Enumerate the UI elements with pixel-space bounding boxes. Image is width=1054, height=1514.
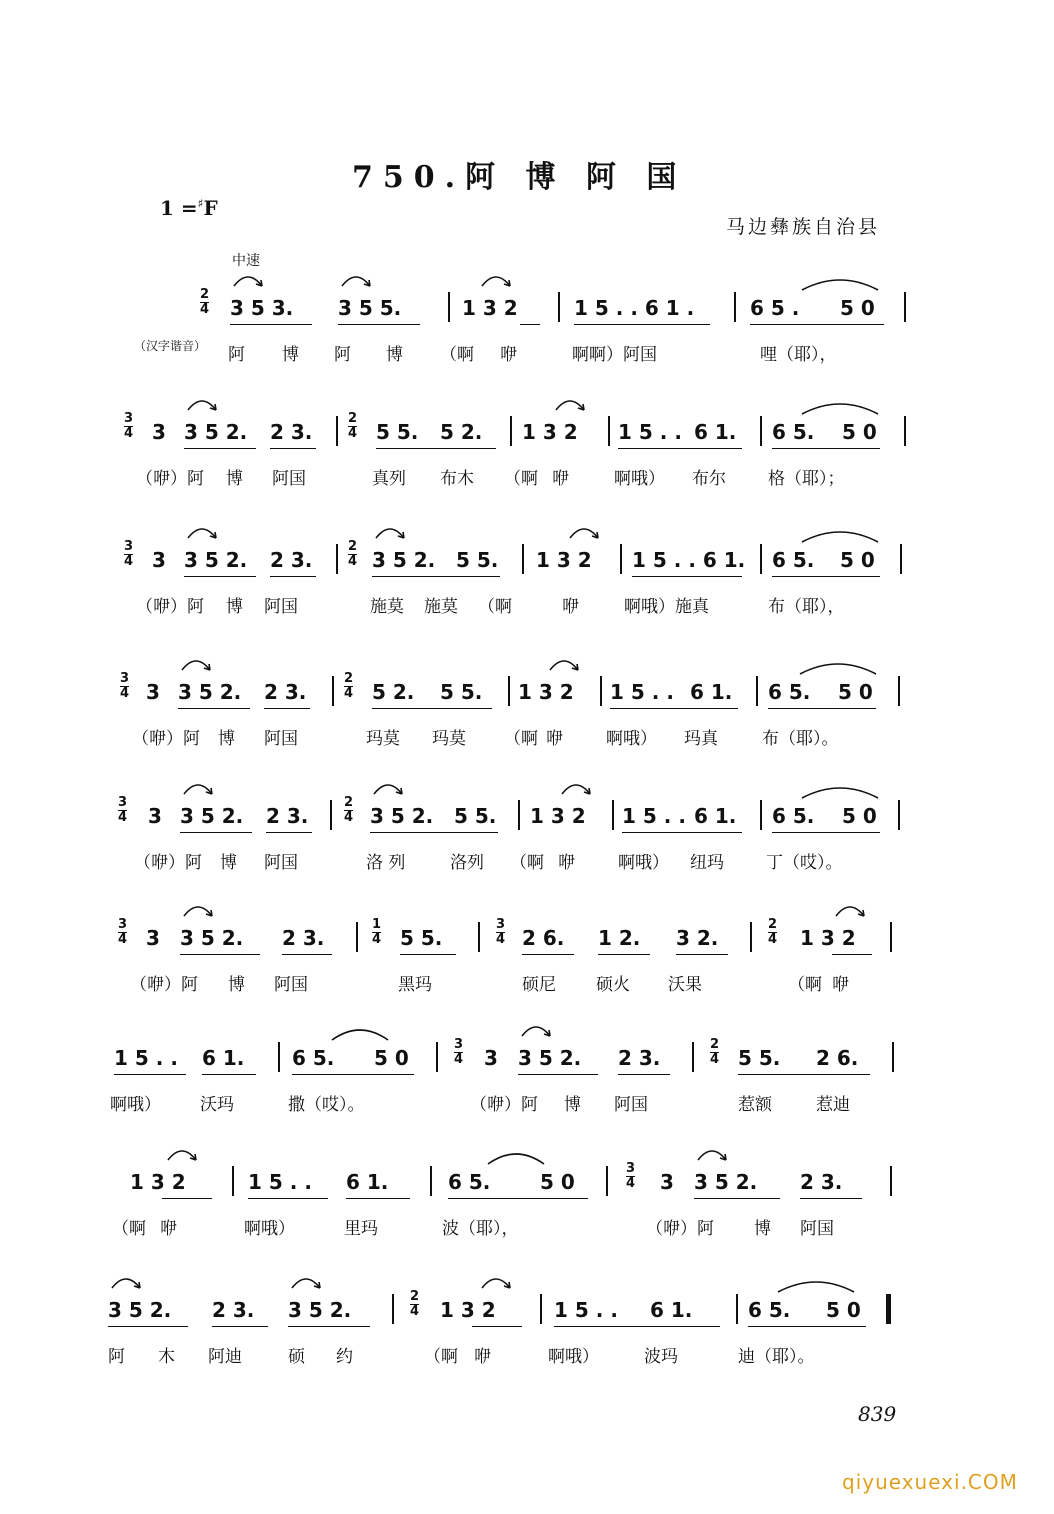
lyric: （咿）阿 xyxy=(136,597,204,617)
note-group: 5 5. xyxy=(376,420,419,444)
barline xyxy=(898,676,900,706)
lyric: 啊哦）施真 xyxy=(624,597,709,617)
song-title: 750.阿 博 阿 国 xyxy=(352,160,687,195)
barline xyxy=(540,1294,542,1324)
staff-line-1 xyxy=(0,287,1054,396)
note-group: 1 5 . . xyxy=(114,1046,178,1070)
note-group: 5 5. xyxy=(400,926,443,950)
barline xyxy=(760,416,762,446)
barline xyxy=(734,292,736,322)
slur-mark xyxy=(166,1144,200,1164)
note-group: 3 5 2. xyxy=(372,548,436,572)
note-group: 1 5 . . xyxy=(610,680,674,704)
note-group: 5 2. xyxy=(440,420,483,444)
lyric: （啊 xyxy=(510,853,544,873)
page-number: 839 xyxy=(858,1402,897,1426)
note-group: 1 3 2 xyxy=(530,804,586,828)
lyric: （啊 xyxy=(112,1219,146,1239)
barline xyxy=(692,1042,694,1072)
note-group: 1 5 . . xyxy=(622,804,686,828)
lyric: 沃玛 xyxy=(200,1095,234,1115)
note-group: 2 3. xyxy=(270,420,313,444)
note-group: 5 5. xyxy=(440,680,483,704)
note-group: 3 5 2. xyxy=(518,1046,582,1070)
note-group: 1 5 . . xyxy=(554,1298,618,1322)
watermark-logo: qiyuexuexi.COM xyxy=(842,1470,1018,1494)
note-group: 6 1. xyxy=(690,680,733,704)
lyric: 硕尼 xyxy=(522,975,556,995)
slur-mark xyxy=(340,270,374,290)
tempo-marking: 中速 xyxy=(232,253,260,269)
tie-mark xyxy=(800,782,880,800)
lyric: （啊 xyxy=(504,469,538,489)
lyric: 真列 xyxy=(372,469,406,489)
lyric: 博 xyxy=(564,1095,581,1115)
lyric: 阿国 xyxy=(274,975,308,995)
note-group: 3 5 2. xyxy=(370,804,434,828)
staff-line-2 xyxy=(0,411,1054,520)
lyric: 玛莫 xyxy=(366,729,400,749)
barline xyxy=(890,922,892,952)
slur-mark xyxy=(568,522,602,542)
barline xyxy=(760,544,762,574)
lyric: （啊 xyxy=(424,1347,458,1367)
time-signature: 3 4 xyxy=(124,539,134,569)
tie-mark xyxy=(776,1276,856,1294)
note-group: 5 0 xyxy=(374,1046,409,1070)
lyric: 阿 xyxy=(334,345,351,365)
staff-line-3 xyxy=(0,539,1054,648)
note-group: 3 5 2. xyxy=(694,1170,758,1194)
lyric: 博 xyxy=(386,345,403,365)
note-group: 3 xyxy=(484,1046,498,1070)
lyric: 阿国 xyxy=(272,469,306,489)
lyric: 咿 xyxy=(552,469,569,489)
note-group: 6 5. xyxy=(748,1298,791,1322)
note-group: 6 1. xyxy=(346,1170,389,1194)
lyric: 施莫 xyxy=(424,597,458,617)
time-signature: 2 4 xyxy=(344,671,354,701)
key-prefix: 1 = xyxy=(160,196,198,220)
barline xyxy=(904,292,906,322)
time-signature: 2 4 xyxy=(410,1289,420,1319)
slur-mark xyxy=(560,778,594,798)
barline xyxy=(518,800,520,830)
lyric: 咿 xyxy=(562,597,579,617)
lyric: 里玛 xyxy=(344,1219,378,1239)
note-group: 2 3. xyxy=(270,548,313,572)
note-group: 6 5. xyxy=(772,548,815,572)
lyric: 硕 xyxy=(288,1347,305,1367)
lyric: 咿 xyxy=(500,345,517,365)
note-group: 6 5 . xyxy=(750,296,800,320)
note-group: 5 0 xyxy=(826,1298,861,1322)
lyric: 博 xyxy=(218,729,235,749)
slur-mark xyxy=(182,778,216,798)
barline xyxy=(900,544,902,574)
note-group: 2 6. xyxy=(522,926,565,950)
tie-mark xyxy=(800,274,880,292)
note-group: 3 5 2. xyxy=(178,680,242,704)
barline xyxy=(756,676,758,706)
lyric: 格（耶）； xyxy=(768,469,845,489)
slur-mark xyxy=(180,654,214,674)
lyric: 黑玛 xyxy=(398,975,432,995)
note-group: 6 1. xyxy=(650,1298,693,1322)
lyric: 纽玛 xyxy=(690,853,724,873)
lyric: 博 xyxy=(226,597,243,617)
barline xyxy=(904,416,906,446)
note-group: 1 3 2 xyxy=(130,1170,186,1194)
lyric: 博 xyxy=(228,975,245,995)
note-group: 2 3. xyxy=(618,1046,661,1070)
note-group: 2 3. xyxy=(264,680,307,704)
note-group: 2 3. xyxy=(282,926,325,950)
time-signature: 2 4 xyxy=(768,917,778,947)
note-group: 6 5. xyxy=(772,420,815,444)
note-group: 6 1. xyxy=(694,420,737,444)
note-group: 1 3 2 xyxy=(462,296,518,320)
barline xyxy=(892,1042,894,1072)
lyric: 啊哦） xyxy=(110,1095,161,1115)
lyric: 咿 xyxy=(160,1219,177,1239)
staff-line-8 xyxy=(0,1161,1054,1270)
staff-line-4 xyxy=(0,671,1054,780)
note-group: 6 5. xyxy=(292,1046,335,1070)
lyric: 布（耶）。 xyxy=(762,729,839,749)
barline xyxy=(392,1294,394,1324)
barline xyxy=(606,1166,608,1196)
lyric: 博 xyxy=(754,1219,771,1239)
barline xyxy=(430,1166,432,1196)
lyric: 布木 xyxy=(440,469,474,489)
slur-mark xyxy=(290,1272,324,1292)
slur-mark xyxy=(480,270,514,290)
lyric: 布（耶）， xyxy=(768,597,845,617)
slur-mark xyxy=(110,1272,144,1292)
slur-mark xyxy=(696,1144,730,1164)
note-group: 1 5 . . 6 1. xyxy=(632,548,746,572)
barline xyxy=(736,1294,738,1324)
note-group: 3 xyxy=(660,1170,674,1194)
lyric: 施莫 xyxy=(370,597,404,617)
slur-mark xyxy=(554,394,588,414)
lyric: 啊哦） xyxy=(606,729,657,749)
slur-mark xyxy=(548,654,582,674)
barline xyxy=(336,416,338,446)
staff-line-5 xyxy=(0,795,1054,904)
note-group: 1 5 . . xyxy=(618,420,682,444)
lyric: （啊 xyxy=(788,975,822,995)
time-signature: 3 4 xyxy=(124,411,134,441)
lyric: 阿国 xyxy=(264,729,298,749)
lyric: 啊哦） xyxy=(548,1347,599,1367)
barline xyxy=(760,800,762,830)
lyric: （啊 xyxy=(504,729,538,749)
note-group: 1 2. xyxy=(598,926,641,950)
slur-mark xyxy=(520,1020,554,1040)
tie-mark xyxy=(798,658,878,676)
time-signature: 2 4 xyxy=(710,1037,720,1067)
barline xyxy=(356,922,358,952)
lyric: 博 xyxy=(226,469,243,489)
lyric: （啊 xyxy=(478,597,512,617)
slur-mark xyxy=(182,900,216,920)
lyric: 阿国 xyxy=(264,597,298,617)
region-label: 马边彝族自治县 xyxy=(726,216,881,238)
barline xyxy=(890,1166,892,1196)
time-signature: 2 4 xyxy=(344,795,354,825)
note-group: 6 5. xyxy=(772,804,815,828)
note-group: 6 1. xyxy=(694,804,737,828)
note-group: 3 5 3. xyxy=(230,296,294,320)
staff-line-9 xyxy=(0,1289,1054,1398)
barline xyxy=(436,1042,438,1072)
note-group: 1 3 2 xyxy=(440,1298,496,1322)
lyric: 阿国 xyxy=(800,1219,834,1239)
lyric: （啊 xyxy=(440,345,474,365)
lyric: （咿）阿 xyxy=(646,1219,714,1239)
note-group: 3 5 2. xyxy=(184,420,248,444)
lyric: 木 xyxy=(158,1347,175,1367)
lyric: 惹额 xyxy=(738,1095,772,1115)
lyric: 啊哦） xyxy=(618,853,669,873)
note-group: 3 2. xyxy=(676,926,719,950)
note-group: 1 5 . . xyxy=(248,1170,312,1194)
barline xyxy=(478,922,480,952)
lyric: 波（耶）， xyxy=(442,1219,519,1239)
note-group: 3 xyxy=(148,804,162,828)
lyric: 撒（哎）。 xyxy=(288,1095,365,1115)
note-group: 5 0 xyxy=(838,680,873,704)
lyric: 哩（耶）， xyxy=(760,345,837,365)
barline xyxy=(522,544,524,574)
slur-mark xyxy=(186,522,220,542)
lyric: 洛列 xyxy=(450,853,484,873)
key-accidental: ♯ xyxy=(197,196,204,211)
barline xyxy=(336,544,338,574)
barline xyxy=(750,922,752,952)
staff-line-6 xyxy=(0,917,1054,1026)
barline xyxy=(278,1042,280,1072)
lyric: 惹迪 xyxy=(816,1095,850,1115)
barline xyxy=(600,676,602,706)
final-barline xyxy=(886,1294,891,1324)
lyric: 阿 xyxy=(228,345,245,365)
note-group: 3 5 5. xyxy=(338,296,402,320)
note-group: 5 0 xyxy=(842,804,877,828)
note-group: 5 0 xyxy=(840,296,875,320)
lyric: 波玛 xyxy=(644,1347,678,1367)
note-group: 3 xyxy=(146,926,160,950)
note-group: 5 0 xyxy=(842,420,877,444)
barline xyxy=(898,800,900,830)
note-group: 3 5 2. xyxy=(180,926,244,950)
time-signature: 3 4 xyxy=(496,917,506,947)
lyric: 咿 xyxy=(832,975,849,995)
note-group: 1 3 2 xyxy=(536,548,592,572)
barline xyxy=(620,544,622,574)
lyric: 洛 列 xyxy=(366,853,406,873)
note-group: 6 5. xyxy=(448,1170,491,1194)
key-signature xyxy=(160,196,218,220)
lyric: 迪（耶）。 xyxy=(738,1347,815,1367)
note-group: 2 3. xyxy=(800,1170,843,1194)
slur-mark xyxy=(374,522,408,542)
lyric: 阿 xyxy=(108,1347,125,1367)
barline xyxy=(612,800,614,830)
note-group: 5 0 xyxy=(840,548,875,572)
note-group: 5 5. xyxy=(454,804,497,828)
note-group: 1 3 2 xyxy=(522,420,578,444)
note-group: 3 xyxy=(152,420,166,444)
staff-line-7 xyxy=(0,1037,1054,1146)
note-group: 3 xyxy=(152,548,166,572)
time-signature: 3 4 xyxy=(454,1037,464,1067)
note-group: 3 5 2. xyxy=(180,804,244,828)
barline xyxy=(508,676,510,706)
slur-mark xyxy=(232,270,266,290)
lyric: （咿）阿 xyxy=(130,975,198,995)
time-signature: 1 4 xyxy=(372,917,382,947)
note-group: 6 5. xyxy=(768,680,811,704)
key-note: F xyxy=(203,196,218,220)
note-group: 2 6. xyxy=(816,1046,859,1070)
lyric: 阿国 xyxy=(614,1095,648,1115)
time-signature: 3 4 xyxy=(626,1161,636,1191)
note-group: 3 xyxy=(146,680,160,704)
tie-mark xyxy=(486,1148,546,1166)
note-group: 1 3 2 xyxy=(518,680,574,704)
barline xyxy=(608,416,610,446)
note-group: 3 5 2. xyxy=(108,1298,172,1322)
barline xyxy=(332,676,334,706)
note-group: 3 5 2. xyxy=(184,548,248,572)
barline xyxy=(330,800,332,830)
lyric: 阿国 xyxy=(264,853,298,873)
tie-mark xyxy=(800,526,880,544)
time-signature: 3 4 xyxy=(118,917,128,947)
slur-mark xyxy=(372,778,406,798)
note-group: 1 3 2 xyxy=(800,926,856,950)
lyric: 博 xyxy=(282,345,299,365)
lyric: 咿 xyxy=(558,853,575,873)
transliteration-label: （汉字谐音） xyxy=(134,339,207,353)
barline xyxy=(558,292,560,322)
note-group: 5 5. xyxy=(456,548,499,572)
lyric: （咿）阿 xyxy=(134,853,202,873)
tie-mark xyxy=(800,398,880,416)
note-group: 2 3. xyxy=(212,1298,255,1322)
lyric: （咿）阿 xyxy=(470,1095,538,1115)
time-signature: 3 4 xyxy=(120,671,130,701)
slur-mark xyxy=(480,1272,514,1292)
lyric: 咿 xyxy=(474,1347,491,1367)
lyric: 咿 xyxy=(546,729,563,749)
lyric: 约 xyxy=(336,1347,353,1367)
time-signature: 3 4 xyxy=(118,795,128,825)
note-group: 1 5 . . 6 1 . xyxy=(574,296,695,320)
lyric: 硕火 xyxy=(596,975,630,995)
lyric: 沃果 xyxy=(668,975,702,995)
barline xyxy=(448,292,450,322)
note-group: 5 5. xyxy=(738,1046,781,1070)
lyric: 啊哦） xyxy=(244,1219,295,1239)
lyric: 阿迪 xyxy=(208,1347,242,1367)
barline xyxy=(232,1166,234,1196)
note-group: 5 0 xyxy=(540,1170,575,1194)
time-signature: 2 4 xyxy=(348,539,358,569)
lyric: 博 xyxy=(220,853,237,873)
slur-mark xyxy=(834,900,868,920)
lyric: （咿）阿 xyxy=(132,729,200,749)
time-signature: 2 4 xyxy=(348,411,358,441)
tie-mark xyxy=(330,1024,390,1042)
barline xyxy=(510,416,512,446)
lyric: 玛真 xyxy=(684,729,718,749)
lyric: 玛莫 xyxy=(432,729,466,749)
lyric: 啊啊）阿国 xyxy=(572,345,657,365)
lyric: （咿）阿 xyxy=(136,469,204,489)
note-group: 3 5 2. xyxy=(288,1298,352,1322)
note-group: 5 2. xyxy=(372,680,415,704)
note-group: 6 1. xyxy=(202,1046,245,1070)
lyric: 啊哦） xyxy=(614,469,665,489)
note-group: 2 3. xyxy=(266,804,309,828)
slur-mark xyxy=(186,394,220,414)
lyric: 布尔 xyxy=(692,469,726,489)
lyric: 丁（哎）。 xyxy=(766,853,843,873)
time-signature: 2 4 xyxy=(200,287,210,317)
